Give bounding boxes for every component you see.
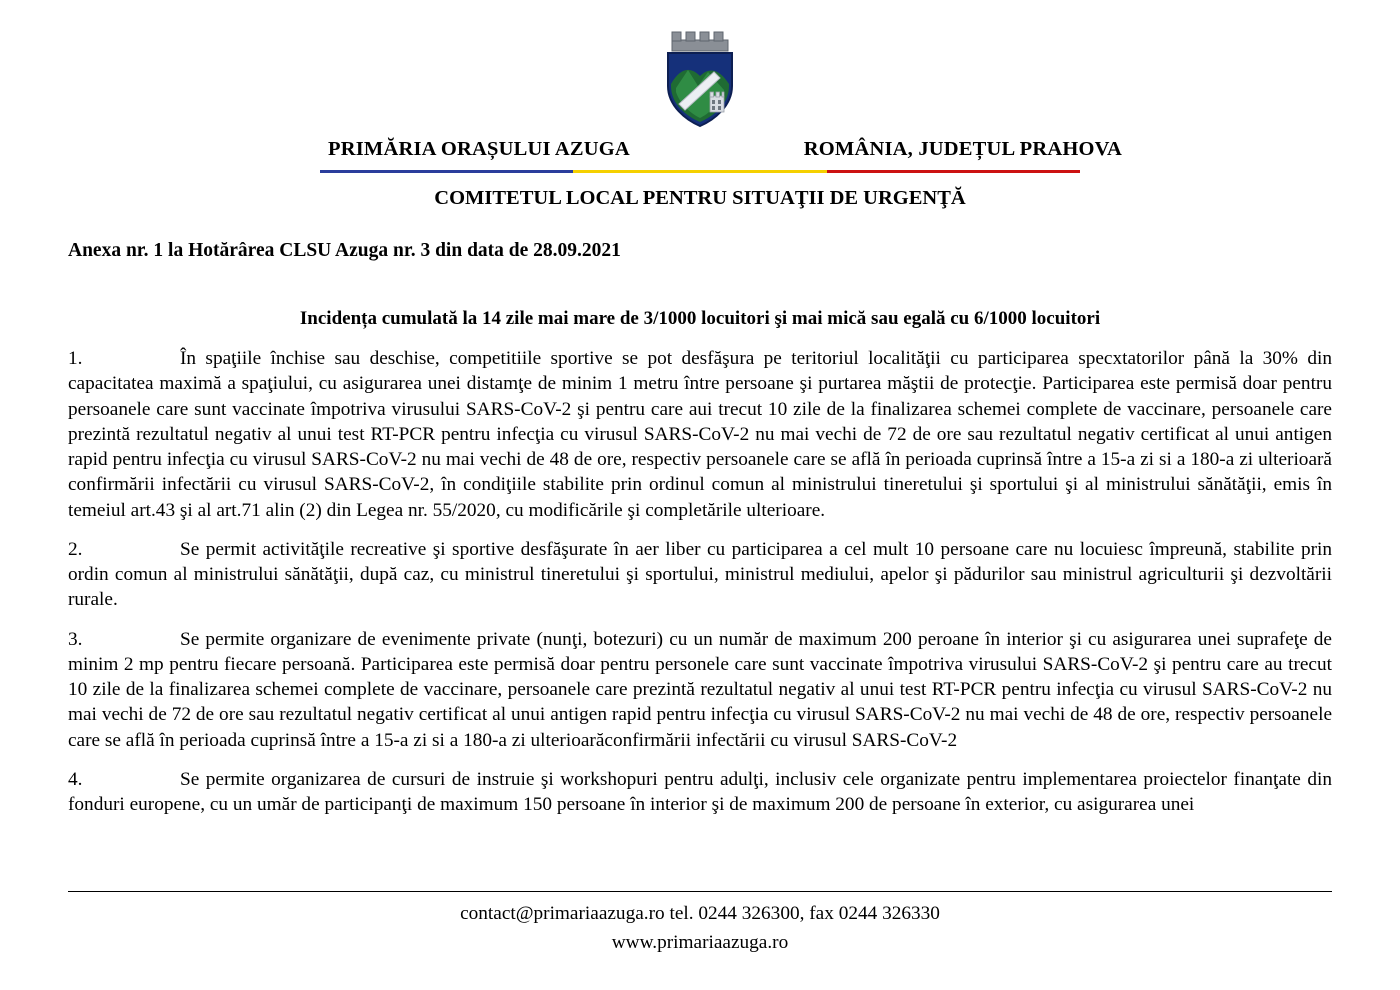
paragraph-4-number: 4. xyxy=(68,768,83,790)
footer-divider xyxy=(68,891,1332,892)
organization-row xyxy=(68,138,1332,161)
coat-of-arms-icon xyxy=(654,26,746,130)
paragraph-2 xyxy=(68,537,1332,613)
section-title: Incidența cumulată la 14 zile mai mare de 3/1000 locuitori şi mai mică sau egală cu 6/1000 locuitori xyxy=(299,308,1101,329)
paragraph-4-text: Se permite organizarea de cursuri de instruie şi workshopuri pentru adulţi, inclusiv cele organizate pentru implementarea proiectelor finanţate din fonduri europene, cu un umăr de participanţi de maximum 150 persoane în interior şi de maximum 200 de persoane în exterior, cu asigurarea unei xyxy=(68,768,1332,816)
paragraph-2-number: 2. xyxy=(68,538,83,560)
paragraph-3-number: 3. xyxy=(68,628,83,650)
tricolor-yellow xyxy=(573,170,826,173)
paragraph-2-text: Se permit activităţile recreative şi sportive desfăşurate în aer liber cu participarea a cel mult 10 persoane care nu locuiesc împreună, stabilite prin ordin comun al ministrului sănătăţii, după caz, cu ministrul tineretului şi sportului, ministrul mediului, apelor şi pădurilor sau ministrul agriculturii şi dezvoltării rurale. xyxy=(68,538,1332,611)
footer-contact: contact@primariaazuga.ro tel. 0244 326300, fax 0244 326330 xyxy=(460,903,940,925)
crest-container xyxy=(68,0,1332,130)
paragraph-4 xyxy=(68,767,1332,818)
paragraph-1-text: În spaţiile închise sau deschise, competitiile sportive se pot desfăşura pe teritoriul localităţii cu participarea specxtatorilor până la 30% din capacitatea maximă a spaţiului, cu asigurarea unei distamţe de minim 1 metru între persoane şi purtarea măştii de protecţie. Participarea este permisă doar pentru persoanele care sunt vaccinate împotriva virusului SARS-CoV-2 şi pentru care aui trecut 10 zile de la finalizarea schemei complete de vaccinare, persoanele care prezintă rezultatul negativ al unui test RT-PCR pentru infecţia cu virusul SARS-CoV-2 nu mai vechi de 72 de ore sau rezultatul negativ certificat al unui antigen rapid pentru infecţia cu virusul SARS-CoV-2 nu mai vechi de 48 de ore, respectiv persoanele care se află în perioada cuprinsă între a 15-a zi si a 180-a zi ulterioară confirmării infectării cu virusul SARS-CoV-2, în condiţiile stabilite prin ordinul comun al ministrului tineretului şi sportului şi al ministrului sănătăţii, emis în temeiul art.43 şi al art.71 alin (2) din Legea nr. 55/2020, cu modificările şi completările ulterioare. xyxy=(68,348,1332,521)
country-county-name: ROMÂNIA, JUDEȚUL PRAHOVA xyxy=(803,138,1122,160)
tricolor-divider xyxy=(320,170,1080,173)
paragraph-1-number: 1. xyxy=(68,348,83,369)
tricolor-blue xyxy=(320,170,573,173)
committee-title: COMITETUL LOCAL PENTRU SITUAŢII DE URGENŢĂ xyxy=(434,187,966,209)
footer-website: www.primariaazuga.ro xyxy=(611,932,789,954)
city-hall-name: PRIMĂRIA ORAȘULUI AZUGA xyxy=(328,138,630,160)
annex-reference: Anexa nr. 1 la Hotărârea CLSU Azuga nr. 3 din data de 28.09.2021 xyxy=(68,240,621,261)
document-body xyxy=(68,308,1332,818)
paragraph-3 xyxy=(68,627,1332,753)
document-footer xyxy=(68,891,1332,958)
paragraph-1 xyxy=(68,346,1332,523)
paragraph-3-text: Se permite organizare de evenimente private (nunţi, botezuri) cu un număr de maximum 200 peroane în interior şi cu asigurarea unei suprafeţe de minim 2 mp pentru fiecare persoană. Participarea este permisă doar pentru personele care sunt vaccinate împotriva virusului SARS-CoV-2 şi pentru care au trecut 10 zile de la finalizarea schemei complete de vaccinare, persoanele care prezintă rezultatul negativ al unui test RT-PCR pentru infecţia cu virusul SARS-CoV-2 nu mai vechi de 72 de ore sau rezultatul negativ certificat al unui antigen rapid pentru infecţia cu virusul SARS-CoV-2 nu mai vechi de 48 de ore, respectiv persoanele care se află în perioada cuprinsă între a 15-a zi si a 180-a zi ulterioarăconfirmării infectării cu virusul SARS-CoV-2 xyxy=(68,628,1332,751)
tricolor-red xyxy=(827,170,1080,173)
